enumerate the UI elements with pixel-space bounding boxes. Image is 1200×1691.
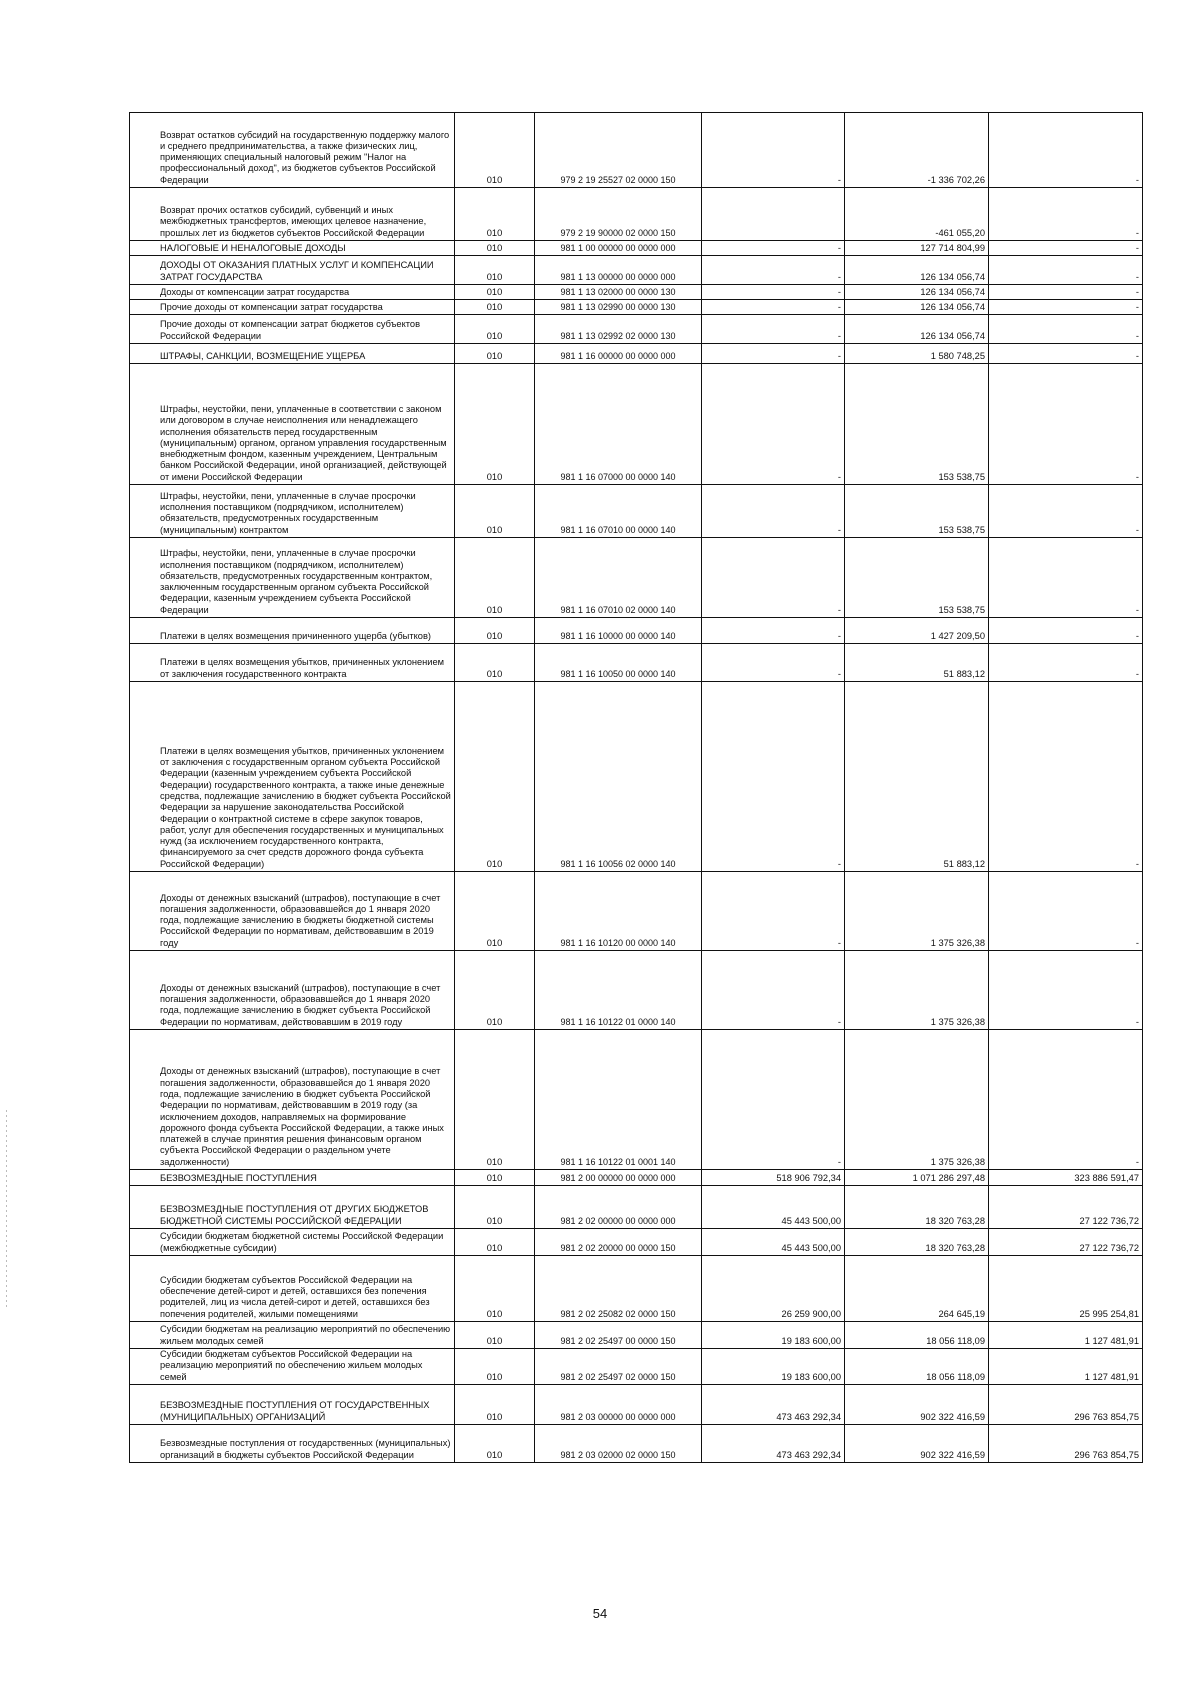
- cell-amount-2: 18 056 118,09: [845, 1322, 989, 1349]
- cell-amount-2: 18 320 763,28: [845, 1186, 989, 1229]
- cell-amount-3: -: [989, 344, 1143, 364]
- cell-line-code: 010: [455, 1030, 535, 1170]
- table-row: [130, 1384, 1143, 1424]
- cell-line-code: 010: [455, 1256, 535, 1322]
- cell-amount-2: 153 538,75: [845, 485, 989, 538]
- cell-amount-2: 126 134 056,74: [845, 285, 989, 300]
- cell-budget-code: 981 1 16 00000 00 0000 000: [535, 344, 702, 364]
- cell-amount-2: 126 134 056,74: [845, 300, 989, 315]
- cell-amount-3: -: [989, 1030, 1143, 1170]
- cell-name: Субсидии бюджетам субъектов Российской Федерации на реализацию мероприятий по обеспечению жильем молодых семей: [130, 1349, 455, 1385]
- cell-amount-3: 323 886 591,47: [989, 1170, 1143, 1186]
- cell-amount-1: -: [702, 241, 845, 256]
- table-row: [130, 1186, 1143, 1229]
- cell-budget-code: 981 2 00 00000 00 0000 000: [535, 1170, 702, 1186]
- cell-amount-3: -: [989, 188, 1143, 241]
- cell-budget-code: 979 2 19 25527 02 0000 150: [535, 113, 702, 188]
- cell-amount-1: -: [702, 1030, 845, 1170]
- cell-budget-code: 981 2 03 00000 00 0000 000: [535, 1384, 702, 1424]
- cell-amount-1: 473 463 292,34: [702, 1384, 845, 1424]
- cell-amount-1: -: [702, 256, 845, 285]
- cell-budget-code: 981 1 13 02992 02 0000 130: [535, 315, 702, 344]
- cell-name: Штрафы, неустойки, пени, уплаченные в случае просрочки исполнения поставщиком (подрядчиком, исполнителем) обязательств, предусмотренных государственным (муниципальным) контрактом: [130, 485, 455, 538]
- cell-line-code: 010: [455, 364, 535, 485]
- cell-amount-3: 1 127 481,91: [989, 1322, 1143, 1349]
- cell-amount-3: 25 995 254,81: [989, 1256, 1143, 1322]
- cell-name: Платежи в целях возмещения причиненного ущерба (убытков): [130, 618, 455, 644]
- cell-amount-3: 1 127 481,91: [989, 1349, 1143, 1385]
- cell-name: Штрафы, неустойки, пени, уплаченные в случае просрочки исполнения поставщиком (подрядчиком, исполнителем) обязательств, предусмотренных государственным контрактом, заключенным государственным органом субъекта Российской Федерации, казенным учреждением субъекта Российской Федерации: [130, 538, 455, 618]
- table-row: [130, 538, 1143, 618]
- cell-amount-3: -: [989, 364, 1143, 485]
- cell-line-code: 010: [455, 1384, 535, 1424]
- table-row: [130, 1349, 1143, 1385]
- cell-line-code: 010: [455, 315, 535, 344]
- cell-line-code: 010: [455, 538, 535, 618]
- table-row: [130, 315, 1143, 344]
- cell-line-code: 010: [455, 872, 535, 951]
- cell-amount-2: 18 320 763,28: [845, 1229, 989, 1256]
- cell-amount-1: -: [702, 644, 845, 682]
- cell-amount-3: -: [989, 113, 1143, 188]
- cell-budget-code: 981 1 16 10122 01 0000 140: [535, 951, 702, 1030]
- cell-amount-2: 1 071 286 297,48: [845, 1170, 989, 1186]
- cell-amount-1: 19 183 600,00: [702, 1322, 845, 1349]
- cell-line-code: 010: [455, 682, 535, 872]
- cell-amount-1: -: [702, 872, 845, 951]
- cell-name: Платежи в целях возмещения убытков, причиненных уклонением от заключения с государственным органом субъекта Российской Федерации (казенным учреждением субъекта Российской Федерации) государственного контракта, а также иные денежные средства, подлежащие зачислению в бюджет субъекта Российской Федерации за нарушение законодательства Российской Федерации о контрактной системе в сфере закупок товаров, работ, услуг для обеспечения государственных и муниципальных нужд (за исключением государственного контракта, финансируемого за счет средств дорожного фонда субъекта Российской Федерации): [130, 682, 455, 872]
- cell-amount-3: -: [989, 872, 1143, 951]
- table-row: [130, 951, 1143, 1030]
- cell-name: Субсидии бюджетам на реализацию мероприятий по обеспечению жильем молодых семей: [130, 1322, 455, 1349]
- cell-budget-code: 981 2 02 25497 02 0000 150: [535, 1349, 702, 1385]
- cell-budget-code: 981 1 13 02000 00 0000 130: [535, 285, 702, 300]
- cell-amount-1: -: [702, 113, 845, 188]
- cell-budget-code: 981 2 02 20000 00 0000 150: [535, 1229, 702, 1256]
- cell-name: Штрафы, неустойки, пени, уплаченные в соответствии с законом или договором в случае неисполнения или ненадлежащего исполнения обязательств перед государственным (муниципальным) органом, органом управления государственным внебюджетным фондом, казенным учреждением, Центральным банком Российской Федерации, иной организацией, действующей от имени Российской Федерации: [130, 364, 455, 485]
- table-row: [130, 1322, 1143, 1349]
- cell-name: Платежи в целях возмещения убытков, причиненных уклонением от заключения государственного контракта: [130, 644, 455, 682]
- cell-name: Возврат прочих остатков субсидий, субвенций и иных межбюджетных трансфертов, имеющих целевое назначение, прошлых лет из бюджетов субъектов Российской Федерации: [130, 188, 455, 241]
- cell-name: Доходы от денежных взысканий (штрафов), поступающие в счет погашения задолженности, образовавшейся до 1 января 2020 года, подлежащие зачислению в бюджет субъекта Российской Федерации по нормативам, действовавшим в 2019 году: [130, 951, 455, 1030]
- cell-amount-1: 19 183 600,00: [702, 1349, 845, 1385]
- table-body: [130, 113, 1143, 1463]
- cell-name: ШТРАФЫ, САНКЦИИ, ВОЗМЕЩЕНИЕ УЩЕРБА: [130, 344, 455, 364]
- cell-amount-1: -: [702, 285, 845, 300]
- cell-name: Субсидии бюджетам бюджетной системы Российской Федерации (межбюджетные субсидии): [130, 1229, 455, 1256]
- cell-line-code: 010: [455, 1170, 535, 1186]
- table-row: [130, 241, 1143, 256]
- cell-amount-2: -461 055,20: [845, 188, 989, 241]
- cell-line-code: 010: [455, 1424, 535, 1462]
- cell-amount-2: 1 580 748,25: [845, 344, 989, 364]
- cell-name: Субсидии бюджетам субъектов Российской Федерации на обеспечение детей-сирот и детей, оставшихся без попечения родителей, лиц из числа детей-сирот и детей, оставшихся без попечения родителей, жилыми помещениями: [130, 1256, 455, 1322]
- cell-name: Доходы от денежных взысканий (штрафов), поступающие в счет погашения задолженности, образовавшейся до 1 января 2020 года, подлежащие зачислению в бюджет субъекта Российской Федерации по нормативам, действовавшим в 2019 году (за исключением доходов, направляемых на формирование дорожного фонда субъекта Российской Федерации, а также иных платежей в случае принятия решения финансовым органом субъекта Российской Федерации о раздельном учете задолженности): [130, 1030, 455, 1170]
- table-row: [130, 1256, 1143, 1322]
- cell-name: БЕЗВОЗМЕЗДНЫЕ ПОСТУПЛЕНИЯ: [130, 1170, 455, 1186]
- table-row: [130, 644, 1143, 682]
- cell-amount-3: -: [989, 951, 1143, 1030]
- cell-amount-2: 18 056 118,09: [845, 1349, 989, 1385]
- cell-line-code: 010: [455, 1349, 535, 1385]
- cell-amount-2: 153 538,75: [845, 538, 989, 618]
- cell-name: НАЛОГОВЫЕ И НЕНАЛОГОВЫЕ ДОХОДЫ: [130, 241, 455, 256]
- cell-name: БЕЗВОЗМЕЗДНЫЕ ПОСТУПЛЕНИЯ ОТ ДРУГИХ БЮДЖЕТОВ БЮДЖЕТНОЙ СИСТЕМЫ РОССИЙСКОЙ ФЕДЕРАЦИИ: [130, 1186, 455, 1229]
- cell-amount-3: -: [989, 315, 1143, 344]
- cell-amount-3: -: [989, 285, 1143, 300]
- cell-budget-code: 981 1 16 07010 00 0000 140: [535, 485, 702, 538]
- cell-budget-code: 981 2 03 02000 02 0000 150: [535, 1424, 702, 1462]
- cell-amount-1: 45 443 500,00: [702, 1229, 845, 1256]
- cell-amount-1: -: [702, 315, 845, 344]
- cell-line-code: 010: [455, 951, 535, 1030]
- cell-name: Прочие доходы от компенсации затрат государства: [130, 300, 455, 315]
- cell-amount-1: 26 259 900,00: [702, 1256, 845, 1322]
- cell-amount-3: 296 763 854,75: [989, 1384, 1143, 1424]
- table-row: [130, 344, 1143, 364]
- cell-amount-1: -: [702, 344, 845, 364]
- cell-amount-3: -: [989, 618, 1143, 644]
- cell-amount-2: 264 645,19: [845, 1256, 989, 1322]
- table-row: [130, 618, 1143, 644]
- table-row: [130, 1424, 1143, 1462]
- cell-budget-code: 981 1 16 10056 02 0000 140: [535, 682, 702, 872]
- cell-budget-code: 981 1 13 00000 00 0000 000: [535, 256, 702, 285]
- cell-amount-3: -: [989, 300, 1143, 315]
- table-row: [130, 285, 1143, 300]
- cell-amount-2: 153 538,75: [845, 364, 989, 485]
- cell-line-code: 010: [455, 241, 535, 256]
- cell-name: Доходы от компенсации затрат государства: [130, 285, 455, 300]
- cell-amount-3: -: [989, 644, 1143, 682]
- cell-budget-code: 981 1 16 07000 00 0000 140: [535, 364, 702, 485]
- table-row: [130, 188, 1143, 241]
- table-row: [130, 872, 1143, 951]
- page-number: 54: [592, 1606, 608, 1621]
- cell-amount-2: 1 375 326,38: [845, 951, 989, 1030]
- cell-amount-2: 1 427 209,50: [845, 618, 989, 644]
- cell-budget-code: 981 2 02 25082 02 0000 150: [535, 1256, 702, 1322]
- table-row: [130, 113, 1143, 188]
- cell-amount-1: 45 443 500,00: [702, 1186, 845, 1229]
- cell-amount-1: -: [702, 485, 845, 538]
- cell-amount-3: -: [989, 538, 1143, 618]
- cell-amount-3: 296 763 854,75: [989, 1424, 1143, 1462]
- cell-amount-2: 1 375 326,38: [845, 872, 989, 951]
- revenue-report-table: [129, 112, 1143, 1463]
- cell-line-code: 010: [455, 300, 535, 315]
- cell-amount-2: 51 883,12: [845, 644, 989, 682]
- cell-budget-code: 979 2 19 90000 02 0000 150: [535, 188, 702, 241]
- cell-budget-code: 981 2 02 25497 00 0000 150: [535, 1322, 702, 1349]
- table-row: [130, 300, 1143, 315]
- cell-amount-2: 902 322 416,59: [845, 1384, 989, 1424]
- cell-amount-2: -1 336 702,26: [845, 113, 989, 188]
- cell-line-code: 010: [455, 188, 535, 241]
- cell-line-code: 010: [455, 485, 535, 538]
- table-row: [130, 485, 1143, 538]
- cell-budget-code: 981 1 16 10000 00 0000 140: [535, 618, 702, 644]
- cell-line-code: 010: [455, 285, 535, 300]
- cell-amount-3: -: [989, 682, 1143, 872]
- cell-amount-2: 902 322 416,59: [845, 1424, 989, 1462]
- cell-amount-1: 518 906 792,34: [702, 1170, 845, 1186]
- cell-amount-3: -: [989, 241, 1143, 256]
- cell-amount-3: -: [989, 485, 1143, 538]
- cell-line-code: 010: [455, 1186, 535, 1229]
- cell-budget-code: 981 2 02 00000 00 0000 000: [535, 1186, 702, 1229]
- table-row: [130, 1030, 1143, 1170]
- cell-amount-2: 126 134 056,74: [845, 315, 989, 344]
- cell-line-code: 010: [455, 1229, 535, 1256]
- cell-line-code: 010: [455, 644, 535, 682]
- cell-budget-code: 981 1 16 10050 00 0000 140: [535, 644, 702, 682]
- cell-amount-1: -: [702, 364, 845, 485]
- cell-amount-2: 126 134 056,74: [845, 256, 989, 285]
- cell-amount-2: 51 883,12: [845, 682, 989, 872]
- table-row: [130, 1229, 1143, 1256]
- report-table-wrapper: [129, 112, 1143, 1463]
- cell-name: ДОХОДЫ ОТ ОКАЗАНИЯ ПЛАТНЫХ УСЛУГ И КОМПЕНСАЦИИ ЗАТРАТ ГОСУДАРСТВА: [130, 256, 455, 285]
- cell-name: БЕЗВОЗМЕЗДНЫЕ ПОСТУПЛЕНИЯ ОТ ГОСУДАРСТВЕННЫХ (МУНИЦИПАЛЬНЫХ) ОРГАНИЗАЦИЙ: [130, 1384, 455, 1424]
- cell-amount-3: 27 122 736,72: [989, 1186, 1143, 1229]
- cell-amount-1: -: [702, 951, 845, 1030]
- table-row: [130, 682, 1143, 872]
- cell-name: Возврат остатков субсидий на государственную поддержку малого и среднего предпринимательства, а также физических лиц, применяющих специальный налоговый режим "Налог на профессиональный доход", из бюджетов субъектов Российской Федерации: [130, 113, 455, 188]
- cell-line-code: 010: [455, 113, 535, 188]
- cell-name: Прочие доходы от компенсации затрат бюджетов субъектов Российской Федерации: [130, 315, 455, 344]
- cell-amount-3: 27 122 736,72: [989, 1229, 1143, 1256]
- cell-amount-2: 127 714 804,99: [845, 241, 989, 256]
- cell-amount-1: -: [702, 538, 845, 618]
- table-row: [130, 1170, 1143, 1186]
- cell-name: Доходы от денежных взысканий (штрафов), поступающие в счет погашения задолженности, образовавшейся до 1 января 2020 года, подлежащие зачислению в бюджеты бюджетной системы Российской Федерации по нормативам, действовавшим в 2019 году: [130, 872, 455, 951]
- table-row: [130, 256, 1143, 285]
- cell-line-code: 010: [455, 344, 535, 364]
- cell-line-code: 010: [455, 618, 535, 644]
- cell-amount-1: [702, 188, 845, 241]
- cell-budget-code: 981 1 00 00000 00 0000 000: [535, 241, 702, 256]
- table-row: [130, 364, 1143, 485]
- cell-budget-code: 981 1 16 10120 00 0000 140: [535, 872, 702, 951]
- cell-name: Безвозмездные поступления от государственных (муниципальных) организаций в бюджеты субъектов Российской Федерации: [130, 1424, 455, 1462]
- cell-amount-1: -: [702, 682, 845, 872]
- scan-artifact-line: [6, 1110, 7, 1310]
- cell-amount-1: -: [702, 300, 845, 315]
- cell-budget-code: 981 1 16 07010 02 0000 140: [535, 538, 702, 618]
- cell-amount-2: 1 375 326,38: [845, 1030, 989, 1170]
- cell-amount-1: -: [702, 618, 845, 644]
- cell-budget-code: 981 1 16 10122 01 0001 140: [535, 1030, 702, 1170]
- cell-budget-code: 981 1 13 02990 00 0000 130: [535, 300, 702, 315]
- cell-amount-3: -: [989, 256, 1143, 285]
- cell-amount-1: 473 463 292,34: [702, 1424, 845, 1462]
- cell-line-code: 010: [455, 256, 535, 285]
- cell-line-code: 010: [455, 1322, 535, 1349]
